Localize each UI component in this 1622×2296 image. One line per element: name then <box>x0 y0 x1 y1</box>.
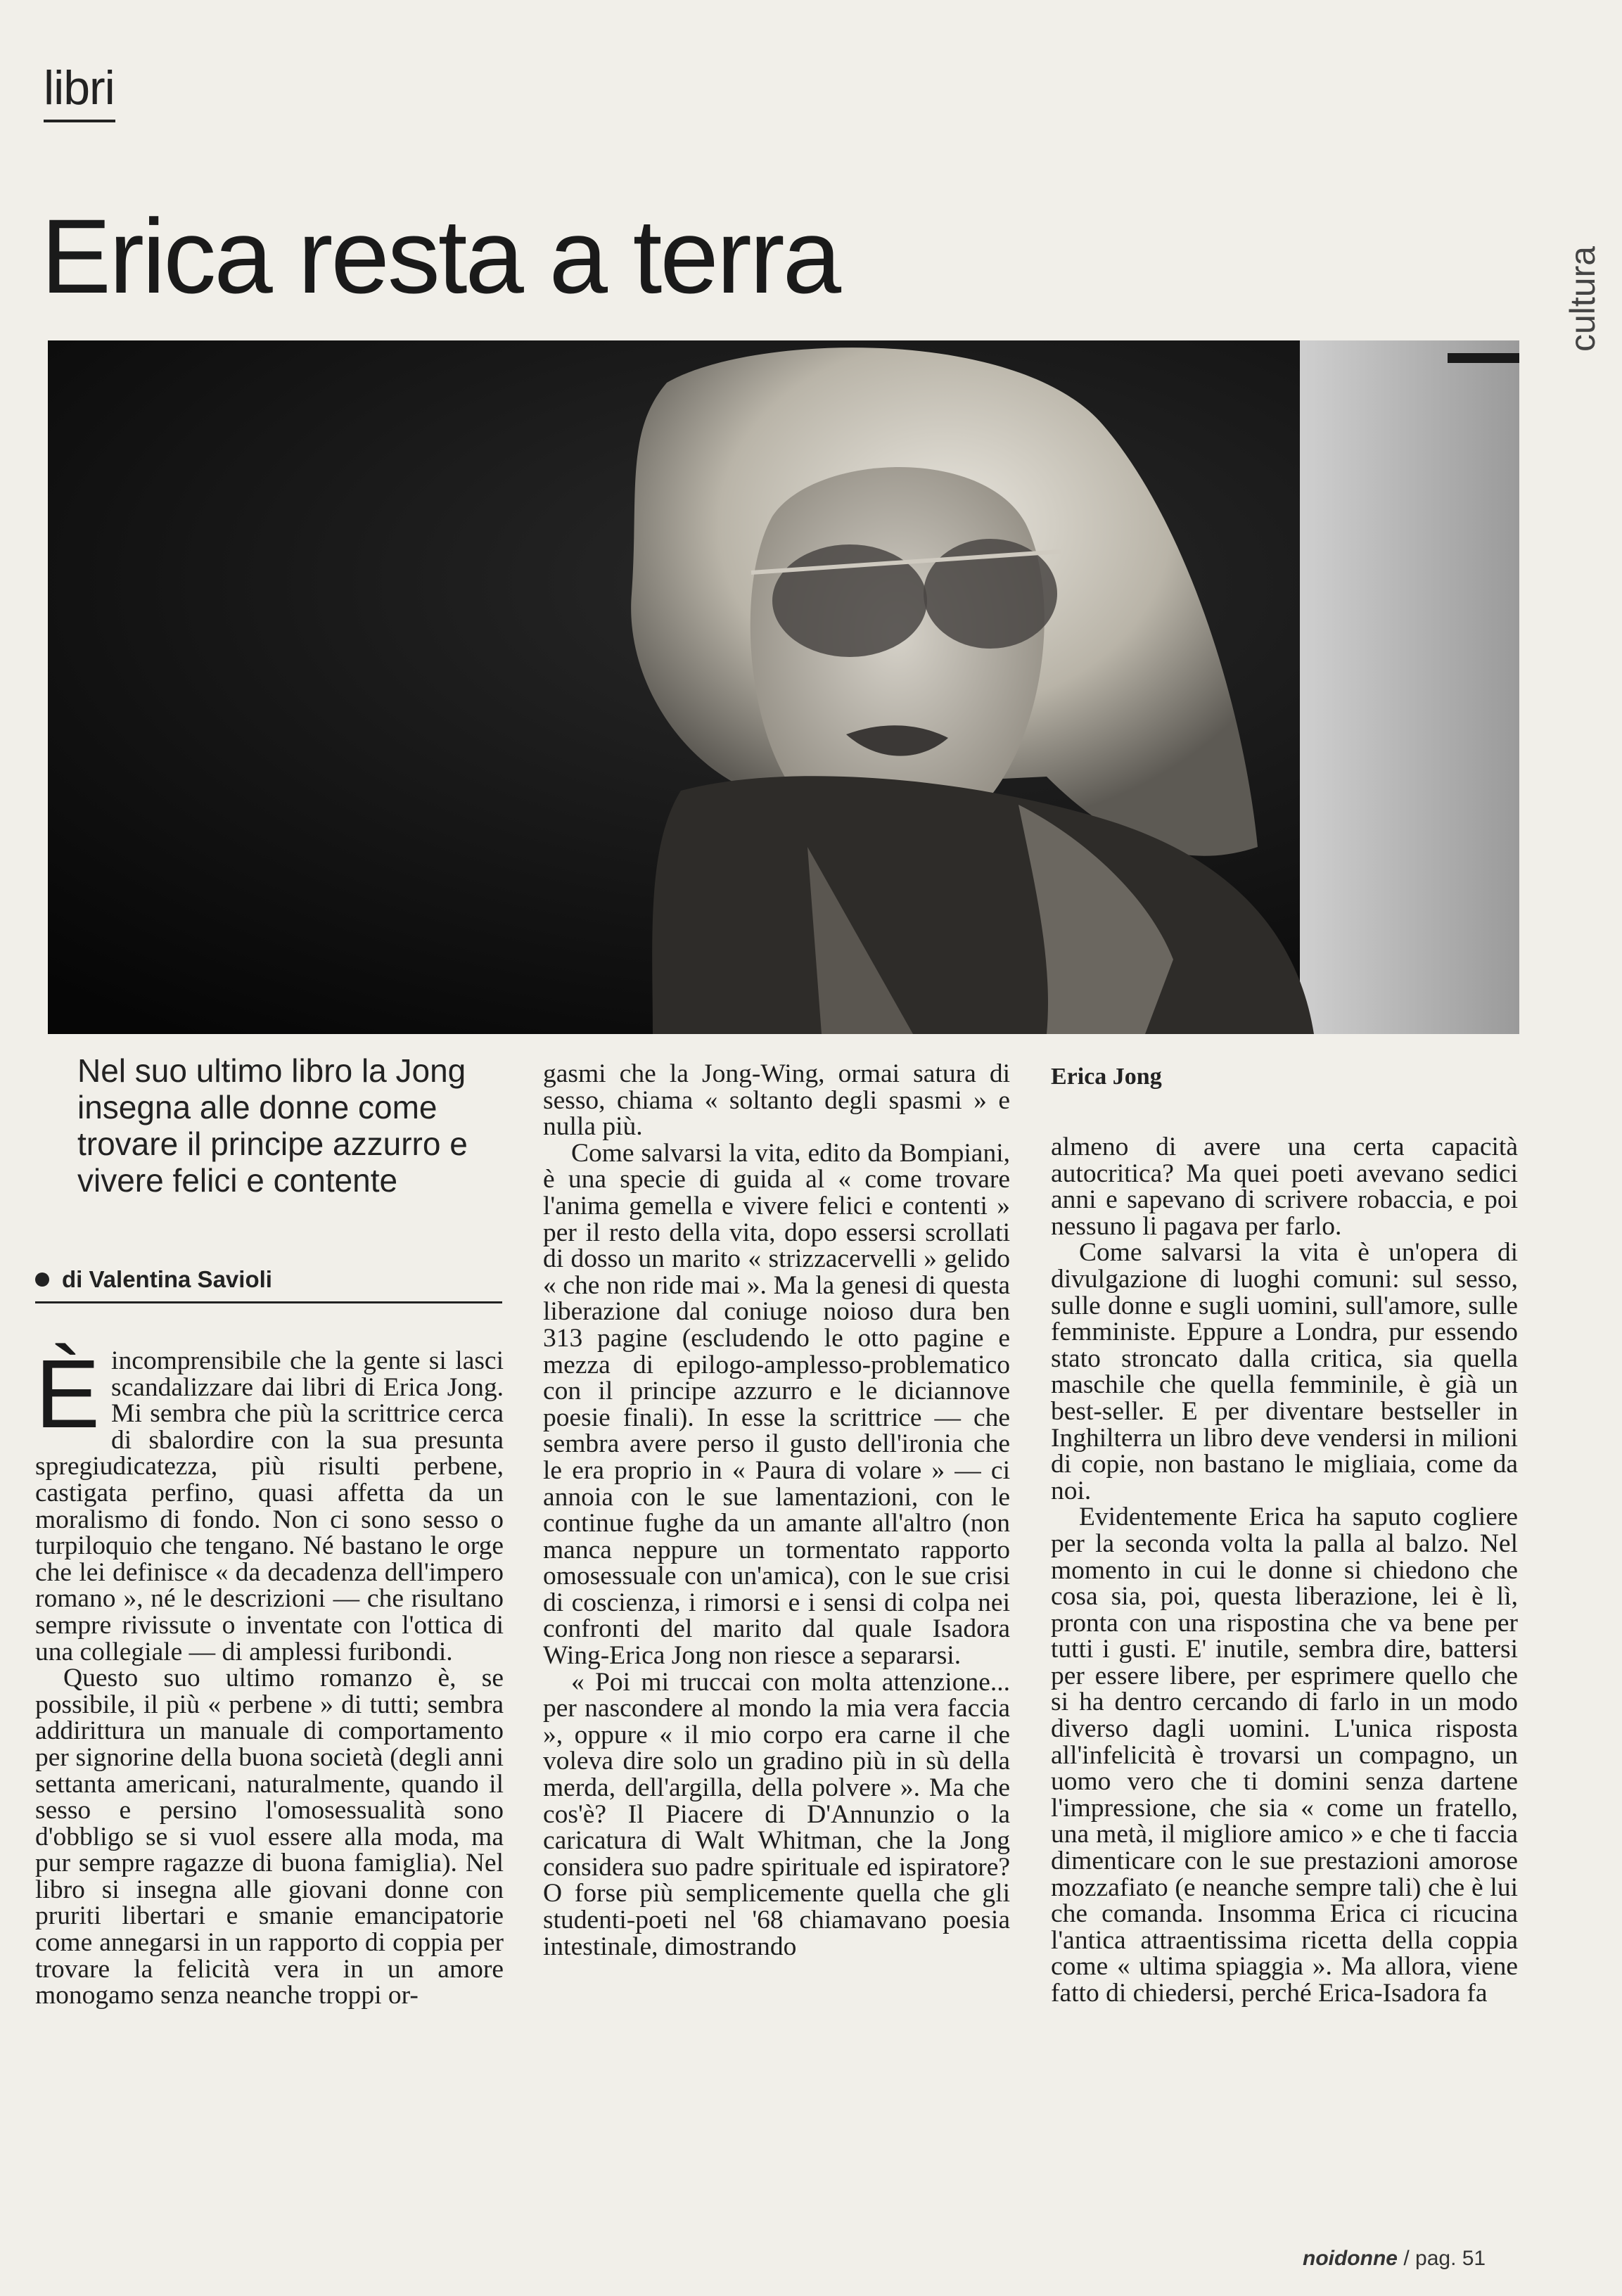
paragraph: Evidentemente Erica ha saputo cogliere per la seconda volta la palla al balzo. Nel momento in cui le donne si chiedono che cosa sia, poi, questa liberazione, lei è lì, pronta con una rispostina che va bene per tutti i gusti. E' inutile, sembra dire, battersi per essere libere, per esprimere quello che si ha dentro cercando di farlo in un modo diverso dagli uomini. L'unica risposta all'infelicità è trovarsi un compagno, un uomo vero che ti domini senza dartene l'impressione, che sia « come un fratello, una metà, il migliore amico » e che ti faccia dimenticare con le sue prestazioni amorose mozzafiato (e neanche sempre tali) che è lui che comanda. Insomma Erica ci ricucina l'antica attraentissima ricetta della coppia come « ultima spiaggia ». Ma allora, viene fatto di chiedersi, perché Erica-Isadora fa <box>1051 1503 1518 2008</box>
photo-caption: Erica Jong <box>1051 1064 1162 1090</box>
section-underline <box>44 120 115 122</box>
paragraph: Come salvarsi la vita, edito da Bompiani, è una specie di guida al « come trovare l'anima gemella e vivere felici e contenti » per il resto della vita, dopo essersi scrollati di dosso un marito « strizzacervelli » gelido « che non ride mai ». Ma la genesi di questa liberazione dal coniuge noioso dura ben 313 pagine (escludendo le otto pagine e mezza di epilogo-amplesso-problematico con il principe azzurro e le diciannove poesie finali). In esse la scrittrice — che sembra avere perso il gusto dell'ironia che le era proprio in « Paura di volare » — ci annoia con le sue lamentazioni, con le continue fughe da un amante all'altro (non manca neppure un tormentato rapporto omosessuale con un'amica), con le sue crisi di coscienza, i rimorsi e i sensi di colpa nei confronti del marito dal quale Isadora Wing-Erica Jong non riesce a separarsi. <box>543 1138 1010 1671</box>
paragraph: Questo suo ultimo romanzo è, se possibile, il più « perbene » di tutti; sembra addirittura un manuale di comportamento per signorine della buona società (degli anni settanta americani, naturalmente, quando il sesso e persino l'omosessualità sono d'obbligo se si vuol essere alla moda, ma pur sempre ragazze di buona famiglia). Nel libro si insegna alle giovani donne con pruriti libertari e smanie emancipatorie come annegarsi in un rapporto di coppia per trovare la felicità vera in un amore monogamo senza neanche troppi or- <box>35 1664 504 2010</box>
page-footer <box>1303 2247 1486 2271</box>
side-section-tag: cultura <box>1563 245 1602 352</box>
paragraph: Come salvarsi la vita è un'opera di divulgazione di luoghi comuni: sul sesso, sulle donne e sugli uomini, sull'amore, sulle femministe. Eppure a Londra, pur essendo stato stroncato dalla critica, sia quella maschile che quella femminile, è già un best-seller. E per diventare bestseller in Inghilterra un libro deve vendersi in milioni di copie, non bastano le migliaia, come da noi. <box>1051 1238 1518 1505</box>
footer-separator: / <box>1403 2247 1410 2270</box>
paragraph: almeno di avere una certa capacità autocritica? Ma quei poeti avevano sedici anni e sapevano di scrivere robaccia, e poi nessuno li pagava per farlo. <box>1051 1133 1518 1241</box>
lede: Nel suo ultimo libro la Jong insegna alle donne come trovare il principe azzurro e vivere felici e contente <box>77 1052 468 1199</box>
paragraph: « Poi mi truccai con molta attenzione... per nascondere al mondo la mia vera faccia », oppure « il mio corpo era carne il che voleva dire solo un gradino più in sù della merda, dell'argilla, della polvere ». Ma che cos'è? Il Piacere di D'Annunzio o la caricatura di Walt Whitman, che la Jong considera suo padre spirituale ed ispiratore? O forse più semplicemente quella che gli studenti-poeti nel '68 chiamavano poesia intestinale, dimostrando <box>543 1667 1010 1961</box>
author-photo <box>48 340 1519 1034</box>
section-label: libri <box>44 61 115 115</box>
magazine-name: noidonne <box>1303 2247 1398 2270</box>
article-column-1 <box>35 1340 504 2010</box>
headline: Erica resta a terra <box>41 197 840 315</box>
drop-cap: È <box>35 1340 101 1448</box>
byline-rule <box>35 1301 502 1303</box>
article-column-3 <box>1051 1134 1518 2007</box>
byline-bullet <box>35 1273 49 1287</box>
byline-author: di Valentina Savioli <box>62 1266 272 1292</box>
byline <box>35 1266 502 1293</box>
paragraph: gasmi che la Jong-Wing, ormai satura di sesso, chiama « soltanto degli spasmi » e nulla più. <box>543 1059 1010 1142</box>
page-number: pag. 51 <box>1415 2247 1486 2270</box>
article-column-2 <box>543 1061 1010 1960</box>
paragraph: Èincomprensibile che la gente si lasci scandalizzare dai libri di Erica Jong. Mi sembra che più la scrittrice cerca di sbalordire con la sua presunta spregiudicatezza, più risulti perbene, castigata perfino, quasi affetta da un moralismo di fondo. Non ci sono sesso o turpiloquio che tengano. Né bastano le orge che lei definisce « da decadenza dell'impero romano », né le descrizioni — che risultano sempre rivissute o inventate con l'ottica di una collegiale — di amplessi furibondi. <box>35 1340 504 1666</box>
